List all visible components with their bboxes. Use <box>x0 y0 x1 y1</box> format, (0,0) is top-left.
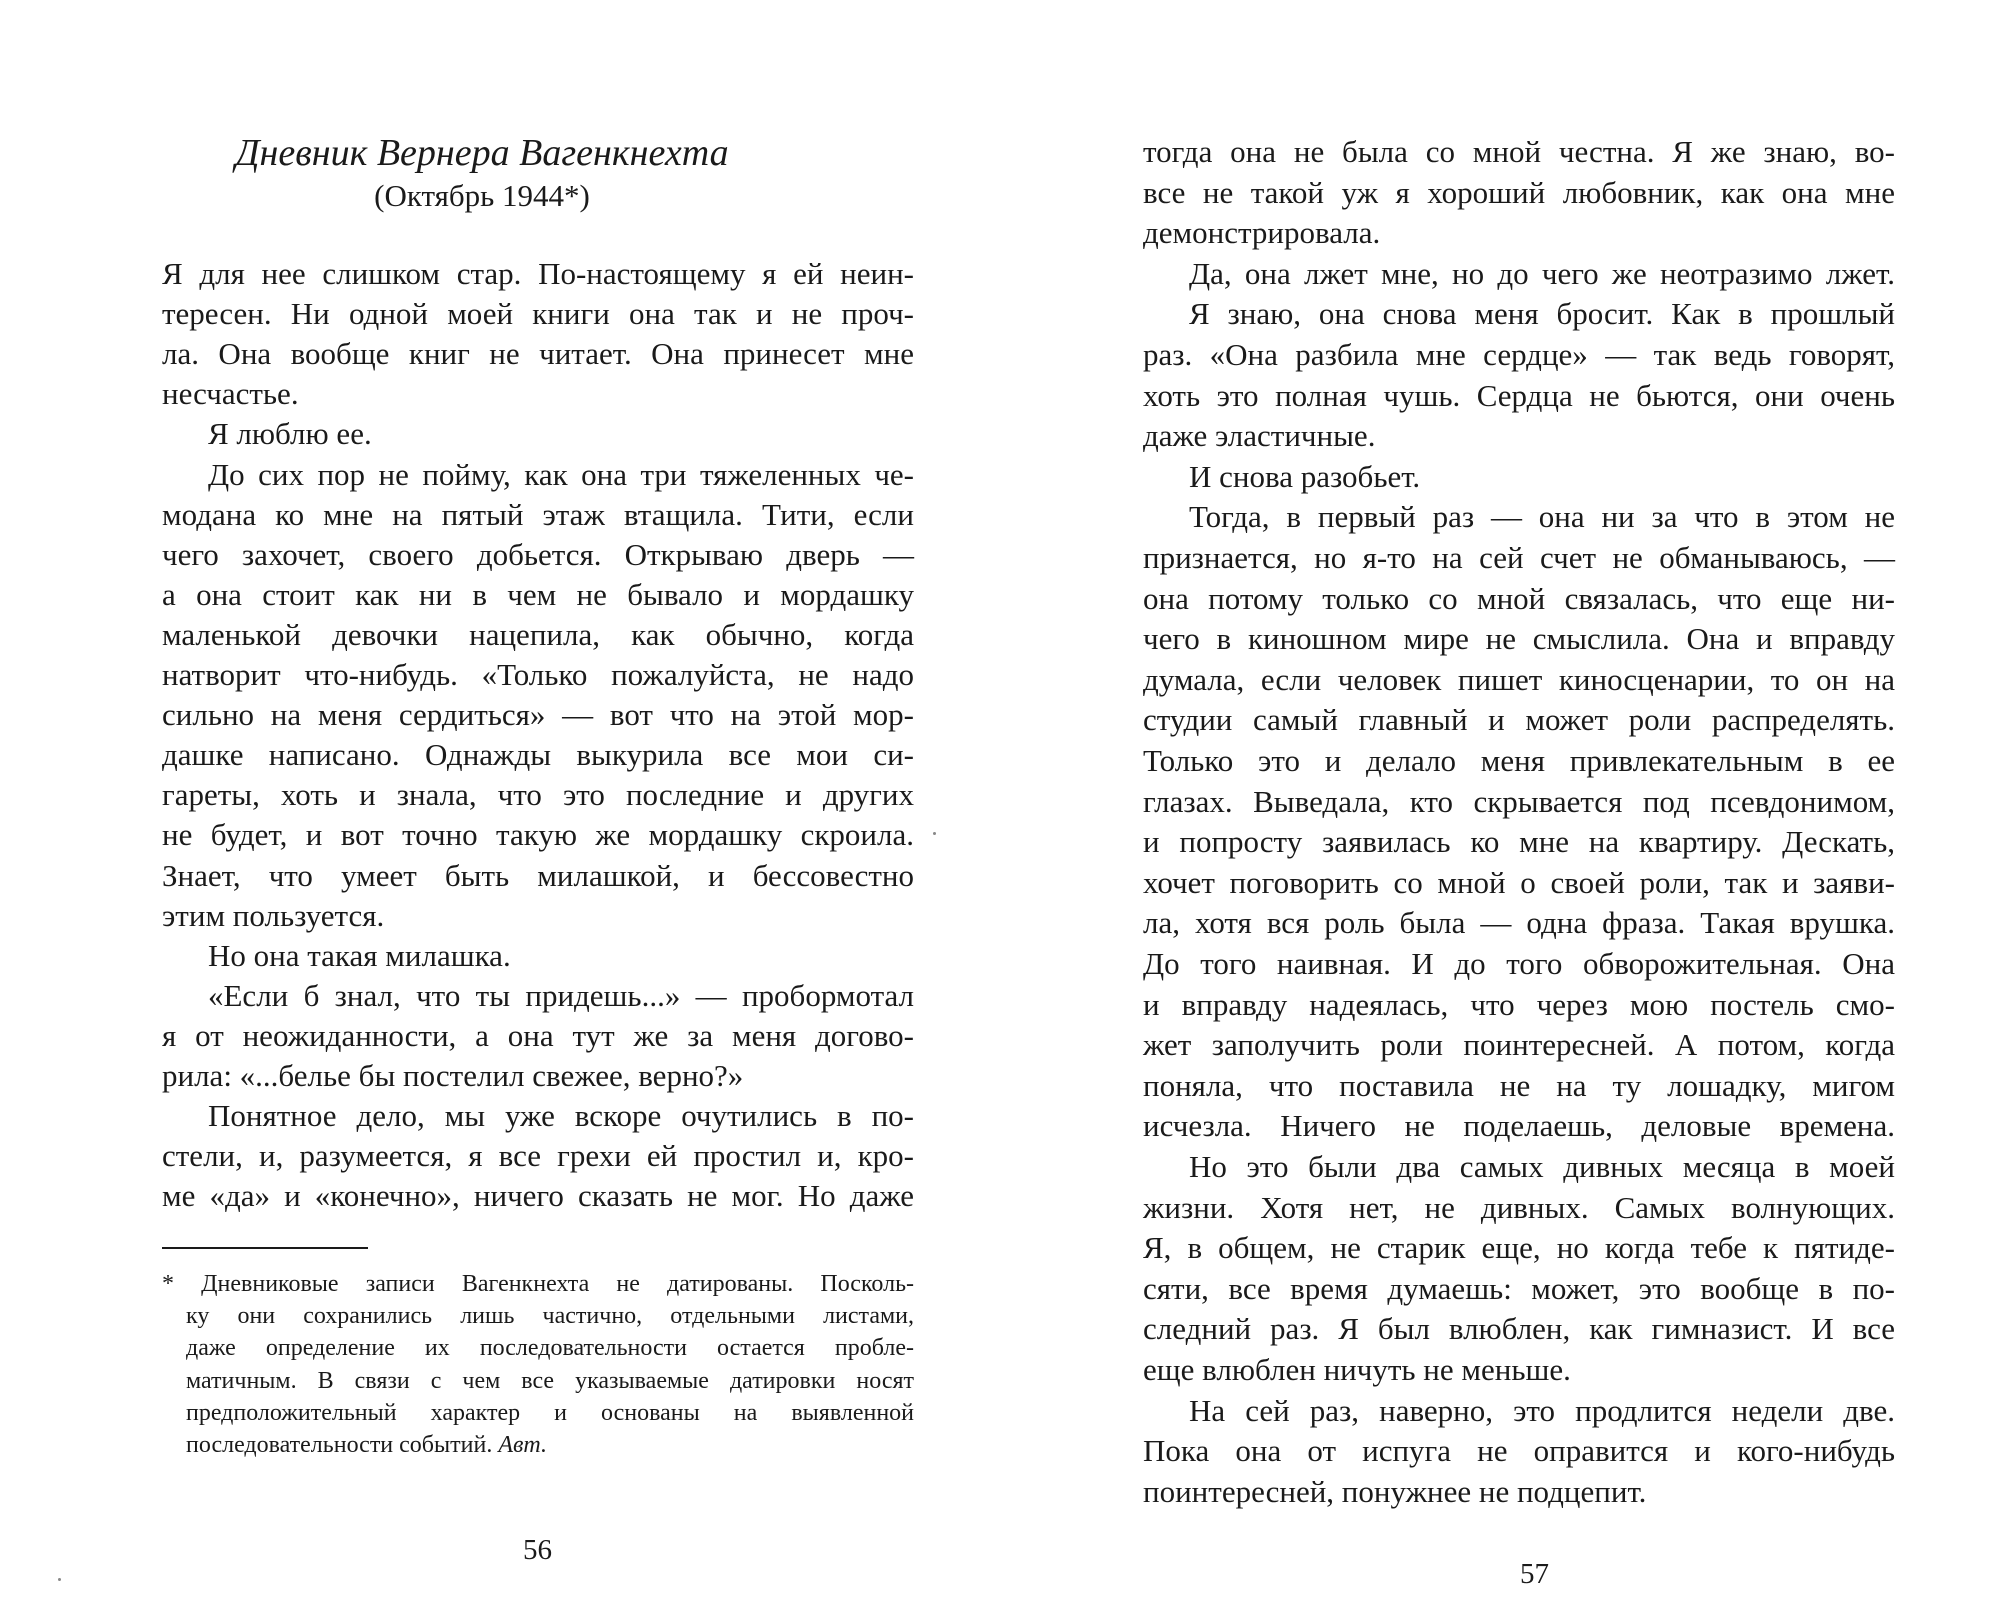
text-line: чего захочет, своего добьется. Открываю дверь — <box>162 536 914 572</box>
text-line: следний раз. Я был влюблен, как гимназист. И все <box>1143 1311 1895 1347</box>
text-line: ла, хотя вся роль была — одна фраза. Такая врушка. <box>1143 905 1895 941</box>
text-line: признается, но я-то на сей счет не обманываюсь, — <box>1143 540 1895 575</box>
footnote-text: последовательности событий. <box>186 1432 493 1458</box>
text-line: не будет, и вот точно такую же мордашку скроила. <box>162 817 914 853</box>
diary-subtitle: (Октябрь 1944*) <box>374 178 590 213</box>
text-line: думала, если человек пишет киносценарии, то он на <box>1143 661 1895 697</box>
text-line: Знает, что умеет быть милашкой, и бессовестно <box>162 857 914 893</box>
text-line: сяти, все время думаешь: может, это вообще в по- <box>1143 1270 1895 1306</box>
print-speck <box>58 1578 61 1581</box>
text-line: жизни. Хотя нет, не дивных. Самых волнующих. <box>1143 1189 1895 1225</box>
text-line: Я люблю ее. <box>208 416 372 452</box>
text-line: модана ко мне на пятый этаж втащила. Тити, если <box>162 496 914 532</box>
text-line: еще влюблен ничуть не меньше. <box>1143 1352 1571 1387</box>
text-line: стели, и, разумеется, я все грехи ей простил и, кро- <box>162 1138 914 1174</box>
text-line: Я, в общем, не старик еще, но когда тебе к пятиде- <box>1143 1230 1895 1266</box>
text-line: демонстрировала. <box>1143 215 1381 251</box>
text-line: Я знаю, она снова меня бросит. Как в прошлый <box>1189 296 1895 332</box>
footnote-text: даже определение их последовательности остается пробле- <box>186 1335 914 1362</box>
text-line: чего в киношном мире не смыслила. Она и вправду <box>1143 621 1895 657</box>
footnote-text: матичным. В связи с чем все указываемые датировки носят <box>186 1367 914 1394</box>
text-line: На сей раз, наверно, это продлится недели две. <box>1189 1392 1895 1428</box>
text-line: раз. «Она разбила мне сердце» — так ведь говорят, <box>1143 337 1895 372</box>
text-line: жет заполучить роли поинтересней. А потом, когда <box>1143 1027 1895 1063</box>
print-speck <box>933 832 936 835</box>
text-line: хочет поговорить со мной о своей роли, так и заяви- <box>1143 864 1895 900</box>
text-line: я от неожиданности, а она тут же за меня догово- <box>162 1017 914 1053</box>
footnote-rule <box>162 1247 368 1249</box>
text-line: и попросту заявилась ко мне на квартиру. Дескать, <box>1143 824 1895 860</box>
footnote-text: ку они сохранились лишь частично, отдельными листами, <box>186 1303 914 1330</box>
text-line: хоть это полная чушь. Сердца не бьются, они очень <box>1143 377 1895 413</box>
text-line: даже эластичные. <box>1143 418 1376 454</box>
footnote-text: * Дневниковые записи Вагенкнехта не датированы. Посколь- <box>162 1271 914 1297</box>
text-line: Понятное дело, мы уже вскоре очутились в по- <box>208 1098 914 1134</box>
text-line: тогда она не была со мной честна. Я же знаю, во- <box>1143 134 1895 169</box>
text-line: «Если б знал, что ты придешь...» — пробормотал <box>208 977 914 1013</box>
text-line: все не такой уж я хороший любовник, как она мне <box>1143 174 1895 210</box>
text-line: натворит что-нибудь. «Только пожалуйста, не надо <box>162 657 914 692</box>
footnote-line <box>162 1268 914 1300</box>
text-line: и вправду надеялась, что через мою постель смо- <box>1143 986 1895 1022</box>
text-line: До того наивная. И до того обворожительная. Она <box>1143 946 1895 981</box>
page-number-right: 57 <box>1520 1558 1549 1590</box>
text-line: тересен. Ни одной моей книги она так и не проч- <box>162 296 914 332</box>
text-line: Тогда, в первый раз — она ни за что в этом не <box>1189 499 1895 535</box>
text-line: несчастье. <box>162 376 299 412</box>
footnote-line <box>186 1332 914 1364</box>
text-line: Я для нее слишком стар. По-настоящему я ей неин- <box>162 256 914 291</box>
text-line: сильно на меня сердиться» — вот что на этой мор- <box>162 697 914 733</box>
text-line: этим пользуется. <box>162 897 385 933</box>
text-line: маленькой девочки нацепила, как обычно, когда <box>162 616 914 652</box>
text-line: И снова разобьет. <box>1189 458 1421 494</box>
text-line: До сих пор не пойму, как она три тяжеленных че- <box>208 456 914 492</box>
text-line: Но она такая милашка. <box>208 937 511 973</box>
text-line: а она стоит как ни в чем не бывало и мордашку <box>162 576 914 612</box>
footnote-line <box>186 1397 914 1429</box>
text-line: дашке написано. Однажды выкурила все мои си- <box>162 737 914 773</box>
text-line: исчезла. Ничего не поделаешь, деловые времена. <box>1143 1108 1895 1144</box>
text-line: она потому только со мной связалась, что еще ни- <box>1143 580 1895 616</box>
footnote-line <box>186 1365 914 1397</box>
text-line: Пока она от испуга не оправится и кого-нибудь <box>1143 1433 1895 1469</box>
text-line: Да, она лжет мне, но до чего же неотразимо лжет. <box>1189 255 1895 291</box>
right-page <box>1000 0 2000 1623</box>
text-line: Только это и делало меня привлекательным в ее <box>1143 743 1895 778</box>
footnote-author: Авт. <box>498 1432 548 1458</box>
diary-title: Дневник Вернера Вагенкнехта <box>235 132 729 174</box>
text-line: Но это были два самых дивных месяца в моей <box>1189 1149 1895 1184</box>
text-line: поинтересней, понужнее не подцепит. <box>1143 1473 1647 1509</box>
text-line: гареты, хоть и знала, что это последние и других <box>162 777 914 813</box>
text-line: рила: «...белье бы постелил свежее, верно?» <box>162 1058 744 1093</box>
footnote-line <box>186 1429 914 1461</box>
text-line: глазах. Выведала, кто скрывается под псевдонимом, <box>1143 783 1895 819</box>
text-line: ме «да» и «конечно», ничего сказать не мог. Но даже <box>162 1178 914 1214</box>
text-line: студии самый главный и может роли распределять. <box>1143 702 1895 738</box>
text-line: ла. Она вообще книг не читает. Она принесет мне <box>162 336 914 372</box>
footnote-text: предположительный характер и основаны на выявленной <box>186 1399 914 1426</box>
page-number-left: 56 <box>523 1534 552 1566</box>
text-line: поняла, что поставила не на ту лошадку, мигом <box>1143 1067 1895 1103</box>
footnote-line <box>186 1300 914 1332</box>
